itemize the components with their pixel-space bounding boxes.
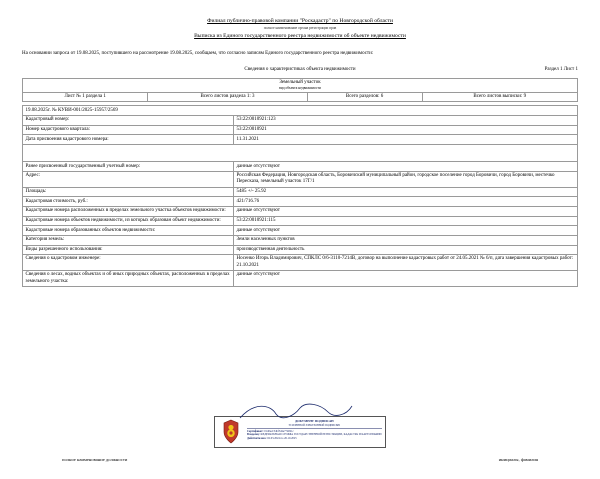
row-value: данные отсутствуют	[234, 226, 578, 236]
document-title: Выписка из Единого государственного реестра недвижимости об объекте недвижимости	[194, 33, 406, 40]
object-name: Земельный участок	[279, 79, 321, 85]
row-value: данные отсутствуют	[234, 271, 578, 287]
stamp-title: ДОКУМЕНТ ПОДПИСАН	[294, 419, 334, 424]
signature-area	[0, 416, 600, 463]
table-row	[23, 106, 578, 116]
sheets-row	[23, 92, 578, 102]
row-value: Российская Федерация, Новгородская область, Боровичский муниципальный район, городское поселение город Боровичи, город Боровичи, местечко Пересказа, земельный участок 17Г/1	[234, 171, 578, 187]
row-label: Кадастровые номера образованных объектов недвижимости:	[23, 226, 234, 236]
org-name: Филиал публично-правовой компании "Роскадастр" по Новгородской области	[207, 18, 393, 24]
row-label: Сведения о кадастровом инженере:	[23, 255, 234, 271]
table-row	[23, 162, 578, 172]
characteristics-table	[22, 105, 578, 287]
stamp-owner-label: Владелец:	[247, 433, 260, 437]
table-row	[23, 171, 578, 187]
table-row	[23, 271, 578, 287]
section-header	[22, 67, 578, 75]
row-label: 19.08.2025г. № КУВИ-001/2025-15957/2569	[23, 106, 578, 116]
row-label: Номер кадастрового квартала:	[23, 125, 234, 135]
section-title: Сведения о характеристиках объекта недвижимости	[244, 66, 356, 72]
row-value: 5485 +/- 25.92	[234, 187, 578, 197]
table-row	[23, 235, 578, 245]
sheet-col-3: Всего разделов: 6	[307, 92, 422, 102]
row-value: 53:22:0010921:123	[234, 116, 578, 126]
section-sheet-ref: Раздел 1 Лист 1	[544, 66, 578, 72]
coat-of-arms-icon	[218, 419, 244, 445]
intro-paragraph: На основании запроса от 19.08.2025, поступившего на рассмотрение 19.08.2025, сообщаем, что согласно записям Единого государственного реестра недвижимости:	[22, 51, 374, 57]
object-name-cell	[23, 78, 578, 92]
row-value: 421/716.76	[234, 197, 578, 207]
table-row	[23, 226, 578, 236]
row-label: Площадь:	[23, 187, 234, 197]
stamp-cert-value: 01d0e2c34bf5a9e77d0b1c	[264, 429, 294, 433]
table-row	[23, 125, 578, 135]
signature-footer	[22, 457, 578, 463]
sheet-col-1: Лист № 1 раздела 1	[23, 92, 148, 102]
object-name-caption: вид объекта недвижимости	[279, 86, 321, 91]
table-row	[23, 216, 578, 226]
stamp-valid-value: 02.03.2024 по 26.10.2025	[267, 437, 297, 441]
row-label: Ранее присвоенный государственный учетный номер:	[23, 162, 234, 172]
table-row	[23, 116, 578, 126]
row-label: Кадастровый номер:	[23, 116, 234, 126]
row-label: Дата присвоения кадастрового номера:	[23, 135, 234, 145]
row-label: Кадастровые номера расположенных в пределах земельного участка объектов недвижимости:	[23, 207, 234, 217]
table-row	[23, 197, 578, 207]
row-value: данные отсутствуют	[234, 207, 578, 217]
stamp-owner-value: ФЕДЕРАЛЬНАЯ СЛУЖБА ГОСУДАРСТВЕННОЙ РЕГИСТРАЦИИ, КАДАСТРА И КАРТОГРАФИИ	[260, 433, 382, 437]
row-label: Адрес:	[23, 171, 234, 187]
row-value: производственная деятельность	[234, 245, 578, 255]
row-value: 53:22:0010921	[234, 125, 578, 135]
row-label: Сведения о лесах, водных объектах и об иных природных объектах, расположенных в пределах земельного участка:	[23, 271, 234, 287]
table-row	[23, 144, 578, 161]
object-table	[22, 78, 578, 103]
object-name-row	[23, 78, 578, 92]
row-label: Виды разрешенного использования:	[23, 245, 234, 255]
stamp-cert-label: Сертификат:	[247, 429, 264, 433]
stamp-subtitle: УСИЛЕННОЙ ЭЛЕКТРОННОЙ ПОДПИСЬЮ	[247, 424, 382, 429]
stamp-valid-label: Действителен с	[247, 437, 267, 441]
row-value: данные отсутствуют	[234, 162, 578, 172]
document-header	[0, 18, 600, 40]
row-value: Земли населенных пунктов	[234, 235, 578, 245]
row-value: Носенко Игорь Владимирович, СПКЛС 0/6-3110-7214В, договор на выполнение кадастровых работ от 24.05.2021 № 6/п, дата завершения кадастровых работ: 21.10.2021	[234, 255, 578, 271]
name-caption: инициалы, фамилия	[498, 457, 538, 463]
table-row	[23, 187, 578, 197]
row-label	[23, 144, 578, 161]
table-row	[23, 207, 578, 217]
stamp-text	[247, 419, 382, 441]
row-label: Категория земель:	[23, 235, 234, 245]
row-value: 53:22:0010921:115	[234, 216, 578, 226]
stamp-valid-row	[247, 437, 382, 441]
table-row	[23, 255, 578, 271]
row-label: Кадастровая стоимость, руб.:	[23, 197, 234, 207]
sheet-col-2: Всего листов раздела 1: 3	[148, 92, 307, 102]
sheet-col-4: Всего листов выписки: 9	[422, 92, 577, 102]
row-value: 11.31.2021	[234, 135, 578, 145]
org-name-caption: полное наименование органа регистрации прав	[263, 25, 337, 30]
table-row	[23, 135, 578, 145]
row-label: Кадастровые номера объектов недвижимости, из которых образован объект недвижимости:	[23, 216, 234, 226]
document-page	[0, 18, 600, 479]
position-caption: полное наименование должности	[62, 457, 128, 463]
table-row	[23, 245, 578, 255]
handwritten-signature	[236, 400, 356, 422]
